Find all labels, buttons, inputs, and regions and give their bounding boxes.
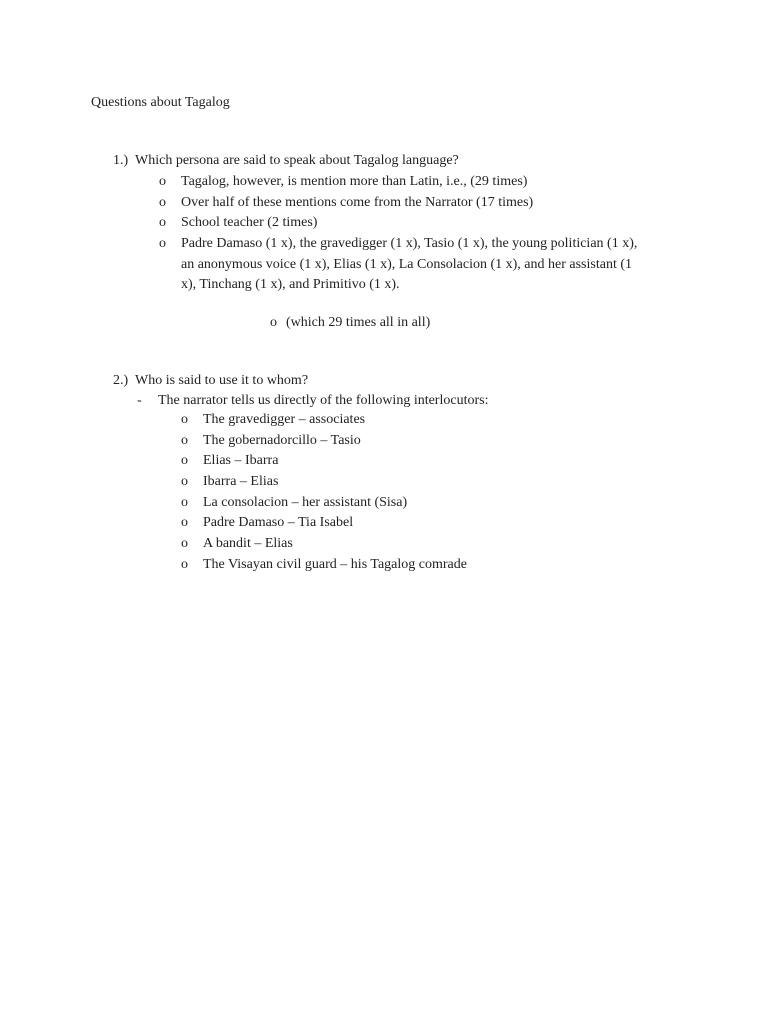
- question-1: [113, 151, 713, 173]
- list-item-text: La consolacion – her assistant (Sisa): [203, 494, 408, 510]
- list-item-text: A bandit – Elias: [203, 536, 293, 552]
- list-item: [0, 555, 768, 576]
- list-item-text: Tagalog, however, is mention more than Latin, i.e., (29 times): [181, 174, 528, 189]
- bullet-icon: o: [181, 474, 188, 490]
- list-item-text: Ibarra – Elias: [203, 474, 279, 490]
- question-1-number: 1.): [113, 153, 129, 168]
- bullet-icon: o: [181, 556, 188, 572]
- bullet-icon: o: [159, 174, 166, 189]
- list-item: [0, 431, 768, 452]
- list-item: [0, 534, 768, 555]
- bullet-icon: o: [181, 432, 188, 448]
- bullet-icon: o: [181, 412, 188, 427]
- list-item: [0, 193, 768, 214]
- question-2-answer-list: [0, 410, 768, 576]
- bullet-icon: o: [181, 515, 188, 531]
- dash-icon: -: [137, 393, 142, 408]
- list-item-text: Elias – Ibarra: [203, 453, 279, 469]
- page-title: Questions about Tagalog: [91, 95, 230, 110]
- summary-item: [0, 313, 768, 334]
- question-1-answer-list: [0, 172, 768, 296]
- bullet-icon: o: [181, 494, 188, 510]
- bullet-icon: o: [159, 215, 166, 231]
- list-item-text: School teacher (2 times): [181, 215, 318, 231]
- list-item-line: Padre Damaso (1 x), the gravedigger (1 x), Tasio (1 x), the young politician (1 x),: [181, 236, 638, 252]
- question-2-number: 2.): [113, 373, 129, 388]
- list-item-text: The gobernadorcillo – Tasio: [203, 432, 361, 448]
- list-item: [0, 172, 768, 193]
- dash-item: [0, 391, 768, 412]
- list-item-text: The gravedigger – associates: [203, 412, 366, 427]
- question-2-text: Who is said to use it to whom?: [135, 373, 309, 388]
- list-item: [0, 472, 768, 493]
- list-item-text: Over half of these mentions come from the Narrator (17 times): [181, 194, 534, 210]
- list-item-line: x), Tinchang (1 x), and Primitivo (1 x).: [181, 277, 400, 293]
- bullet-icon: o: [159, 194, 166, 210]
- list-item: [0, 493, 768, 514]
- bullet-icon: o: [270, 315, 277, 330]
- list-item-text: Padre Damaso – Tia Isabel: [203, 515, 354, 531]
- question-2: [113, 371, 713, 393]
- list-item-line: an anonymous voice (1 x), Elias (1 x), La Consolacion (1 x), and her assistant (1: [181, 256, 633, 272]
- list-item: [0, 451, 768, 472]
- list-item: [0, 410, 768, 431]
- list-item: [0, 513, 768, 534]
- bullet-icon: o: [181, 536, 188, 552]
- list-item-text: The Visayan civil guard – his Tagalog comrade: [203, 556, 467, 572]
- list-item: [0, 213, 768, 234]
- dash-item-text: The narrator tells us directly of the following interlocutors:: [158, 393, 489, 408]
- question-1-text: Which persona are said to speak about Tagalog language?: [135, 153, 459, 168]
- summary-text: (which 29 times all in all): [286, 315, 431, 330]
- bullet-icon: o: [181, 453, 188, 469]
- list-item: [0, 234, 768, 296]
- bullet-icon: o: [159, 236, 166, 252]
